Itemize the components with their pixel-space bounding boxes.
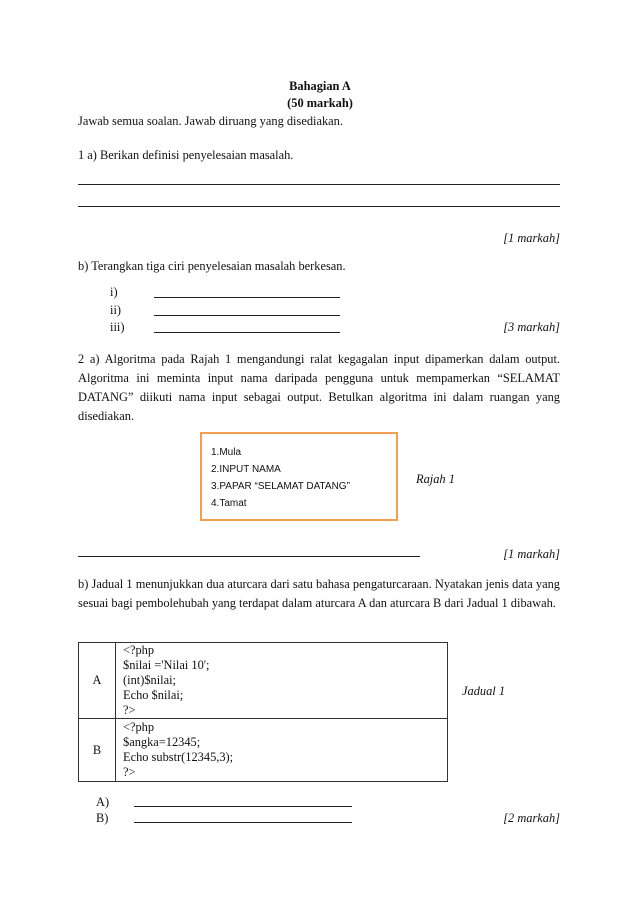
q1b-question: b) Terangkan tiga ciri penyelesaian masalah berkesan. — [78, 259, 346, 273]
figure-label: Rajah 1 — [416, 472, 455, 486]
table-row — [79, 719, 448, 782]
q1a-question: 1 a) Berikan definisi penyelesaian masalah. — [78, 148, 294, 162]
algorithm-box — [200, 432, 398, 521]
q1a-mark: [1 markah] — [503, 231, 560, 245]
code-line: ?> — [123, 765, 136, 779]
table-label: Jadual 1 — [462, 684, 506, 698]
q1b-answer-line-3[interactable] — [154, 332, 340, 333]
q2b-answer-line-a[interactable] — [134, 806, 352, 807]
code-line: $nilai ='Nilai 10'; — [123, 658, 210, 672]
row-label: B — [79, 719, 116, 782]
q2a-answer-line[interactable] — [78, 556, 420, 557]
code-cell — [116, 643, 448, 719]
algorithm-step: 3.PAPAR “SELAMAT DATANG” — [211, 481, 350, 492]
code-table — [78, 642, 448, 782]
q2b-answer-line-b[interactable] — [134, 822, 352, 823]
instruction-text: Jawab semua soalan. Jawab diruang yang disediakan. — [78, 114, 343, 128]
q2a-mark: [1 markah] — [503, 547, 560, 561]
q1a-answer-line-2[interactable] — [78, 206, 560, 207]
algorithm-step: 4.Tamat — [211, 498, 247, 509]
table-row — [79, 643, 448, 719]
answer-label-b: B) — [96, 811, 109, 825]
answer-label-a: A) — [96, 795, 110, 809]
q1b-item-label: iii) — [110, 320, 125, 334]
q2a-question: 2 a) Algoritma pada Rajah 1 mengandungi ralat kegagalan input dipamerkan dalam output. Algoritma ini meminta input nama daripada pengguna untuk mempamerkan “SELAMAT DATANG” diikuti nama input sebagai output. Betulkan algoritma ini dalam ruangan yang disediakan. — [78, 352, 560, 423]
section-marks: (50 markah) — [287, 96, 353, 110]
algorithm-step: 2.INPUT NAMA — [211, 464, 281, 475]
code-line: <?php — [123, 720, 155, 734]
q2b-question: b) Jadual 1 menunjukkan dua aturcara dari satu bahasa pengaturcaraan. Nyatakan jenis data yang sesuai bagi pembolehubah yang terdapat dalam aturcara A dan aturcara B dari Jadual 1 dibawah. — [78, 577, 560, 610]
code-line: <?php — [123, 643, 155, 657]
algorithm-step: 1.Mula — [211, 447, 242, 458]
q2b-mark: [2 markah] — [503, 811, 560, 825]
q1b-item-label: ii) — [110, 303, 122, 317]
code-line: Echo $nilai; — [123, 688, 184, 702]
q1b-item-label: i) — [110, 285, 118, 299]
q1b-mark: [3 markah] — [503, 320, 560, 334]
code-line: $angka=12345; — [123, 735, 201, 749]
code-line: (int)$nilai; — [123, 673, 176, 687]
row-label: A — [79, 643, 116, 719]
section-title: Bahagian A — [289, 79, 351, 93]
code-line: ?> — [123, 703, 136, 717]
code-line: Echo substr(12345,3); — [123, 750, 234, 764]
q1b-answer-line-1[interactable] — [154, 297, 340, 298]
q1a-answer-line-1[interactable] — [78, 184, 560, 185]
code-cell — [116, 719, 448, 782]
q1b-answer-line-2[interactable] — [154, 315, 340, 316]
